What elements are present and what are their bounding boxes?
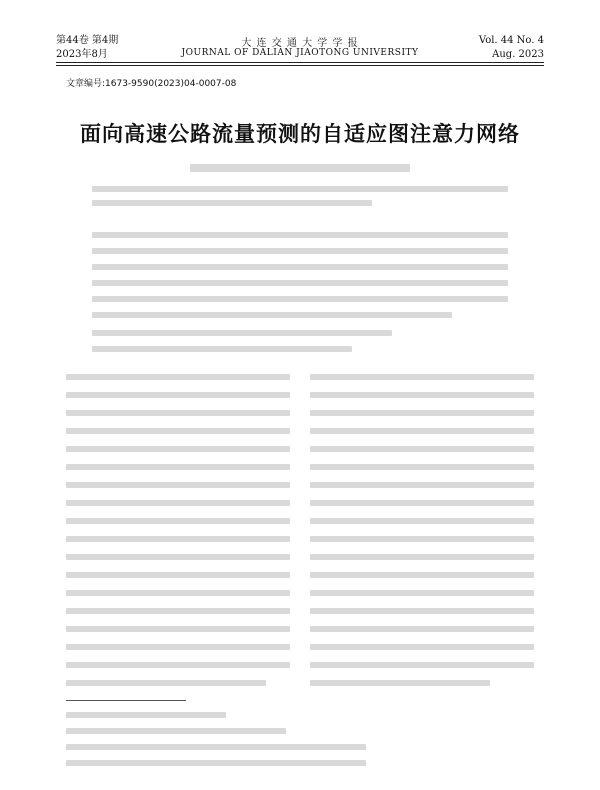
placeholder-line: [66, 590, 290, 596]
placeholder-line: [310, 428, 534, 434]
header-rule-thin: [56, 65, 544, 66]
date-en: Aug. 2023: [492, 49, 544, 60]
placeholder-line: [66, 680, 266, 686]
placeholder-line: [92, 346, 352, 352]
placeholder-line: [310, 464, 534, 470]
journal-name-cn: 大 连 交 通 大 学 学 报: [241, 38, 359, 49]
placeholder-line: [66, 410, 290, 416]
placeholder-line: [310, 536, 534, 542]
placeholder-line: [310, 410, 534, 416]
placeholder-line: [92, 296, 508, 302]
date-cn: 2023年8月: [56, 49, 108, 60]
placeholder-line: [310, 608, 534, 614]
journal-header: [56, 10, 544, 62]
placeholder-line: [310, 392, 534, 398]
placeholder-line: [66, 536, 290, 542]
placeholder-line: [66, 428, 290, 434]
placeholder-line: [92, 312, 452, 318]
placeholder-line: [190, 164, 410, 172]
placeholder-line: [66, 760, 366, 766]
placeholder-line: [310, 572, 534, 578]
placeholder-line: [66, 374, 290, 380]
placeholder-line: [92, 232, 508, 238]
placeholder-line: [92, 264, 508, 270]
placeholder-line: [66, 608, 290, 614]
placeholder-line: [66, 392, 290, 398]
footnote-rule: [66, 700, 186, 701]
placeholder-line: [66, 500, 290, 506]
header-rule: [56, 62, 544, 63]
placeholder-line: [66, 518, 290, 524]
paper-title: 面向高速公路流量预测的自适应图注意力网络: [80, 122, 520, 146]
placeholder-line: [66, 662, 290, 668]
placeholder-line: [66, 464, 290, 470]
placeholder-line: [66, 626, 290, 632]
placeholder-line: [92, 280, 508, 286]
placeholder-line: [310, 374, 534, 380]
header-right: [479, 34, 544, 62]
placeholder-line: [92, 248, 508, 254]
article-id: 文章编号:1673-9590(2023)04-0007-08: [66, 79, 237, 89]
placeholder-line: [310, 662, 534, 668]
placeholder-line: [92, 200, 372, 206]
placeholder-line: [92, 186, 508, 192]
placeholder-line: [310, 500, 534, 506]
placeholder-line: [310, 446, 534, 452]
placeholder-line: [66, 744, 366, 750]
placeholder-line: [66, 712, 226, 718]
placeholder-line: [310, 626, 534, 632]
journal-name-en: JOURNAL OF DALIAN JIAOTONG UNIVERSITY: [181, 48, 419, 58]
placeholder-line: [310, 518, 534, 524]
placeholder-line: [310, 590, 534, 596]
placeholder-line: [310, 644, 534, 650]
volume-issue-cn: 第44卷 第4期: [56, 35, 119, 46]
placeholder-line: [66, 482, 290, 488]
placeholder-line: [66, 554, 290, 560]
placeholder-line: [66, 644, 290, 650]
placeholder-line: [310, 482, 534, 488]
placeholder-line: [92, 330, 392, 336]
placeholder-line: [310, 554, 534, 560]
placeholder-line: [66, 572, 290, 578]
placeholder-line: [66, 446, 290, 452]
placeholder-line: [66, 728, 286, 734]
volume-issue-en: Vol. 44 No. 4: [478, 35, 544, 46]
placeholder-line: [310, 680, 490, 686]
